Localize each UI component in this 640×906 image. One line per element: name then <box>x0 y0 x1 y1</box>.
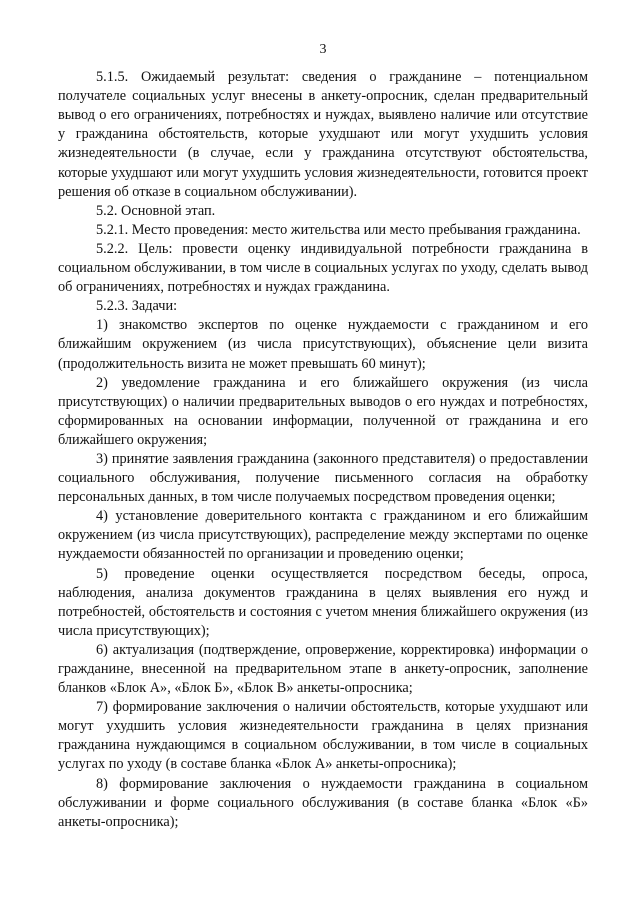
task-item-2: 2) уведомление гражданина и его ближайшего окружения (из числа присутствующих) о наличии предварительных выводов о его нуждах и потребностях, сформированных на основании информации, полученной от гражданина и его ближайшего окружения; <box>58 374 588 448</box>
task-item-4: 4) установление доверительного контакта с гражданином и его ближайшим окружением (из числа присутствующих), распределение между экспертами по оценке нуждаемости обязанностей по организации и проведению оценки; <box>58 508 588 563</box>
paragraph-goal: 5.2.2. Цель: провести оценку индивидуальной потребности гражданина в социальном обслуживании, в том числе в социальных услугах по уходу, сделать вывод об ограничениях, потребностях и нуждах гражданина. <box>58 240 588 296</box>
paragraph-expected-result: 5.1.5. Ожидаемый результат: сведения о гражданине – потенциальном получателе социальных услуг внесены в анкету-опросник, сделан предварительный вывод о его ограничениях, потребностях и нуждах, выявлено наличие или отсутствие у гражданина обстоятельств, которые ухудшают или могут ухудшить условия жизнедеятельности (в случае, если у гражданина отсутствуют обстоятельства, которые ухудшают или могут ухудшить условия жизнедеятельности, готовится проект решения об отказе в социальном обслуживании). <box>58 69 588 200</box>
page-number: 3 <box>319 42 327 57</box>
task-item-8: 8) формирование заключения о нуждаемости гражданина в социальном обслуживании и форме социального обслуживания (в составе бланка «Блок «Б» анкеты-опросника); <box>58 775 588 830</box>
paragraph-main-stage: 5.2. Основной этап. <box>96 202 216 219</box>
task-item-6: 6) актуализация (подтверждение, опровержение, корректировка) информации о гражданине, внесенной на предварительном этапе в анкету-опросник, заполнение бланков «Блок А», «Блок Б», «Блок В» анкеты-опросника; <box>58 641 588 697</box>
task-item-3: 3) принятие заявления гражданина (законного представителя) о предоставлении социального обслуживания, получение письменного согласия на обработку персональных данных, в том числе получаемых посредством проведения оценки; <box>58 450 588 506</box>
paragraph-location: 5.2.1. Место проведения: место жительства или место пребывания гражданина. <box>96 221 581 238</box>
task-item-5: 5) проведение оценки осуществляется посредством беседы, опроса, наблюдения, анализа документов гражданина в целях выявления его нужд и потребностей, обстоятельств и состояния с учетом мнения ближайшего окружения (из числа присутствующих); <box>58 565 588 639</box>
paragraph-tasks-heading: 5.2.3. Задачи: <box>96 298 178 315</box>
task-item-7: 7) формирование заключения о наличии обстоятельств, которые ухудшают или могут ухудшить условия жизнедеятельности гражданина в целях признания гражданина нуждающимся в социальном обслуживании, в том числе в социальных услугах по уходу (в составе бланка «Блок А» анкеты-опросника); <box>58 699 588 773</box>
task-item-1: 1) знакомство экспертов по оценке нуждаемости с гражданином и его ближайшим окружением (из числа присутствующих), объяснение цели визита (продолжительность визита не может превышать 60 минут); <box>58 317 588 372</box>
